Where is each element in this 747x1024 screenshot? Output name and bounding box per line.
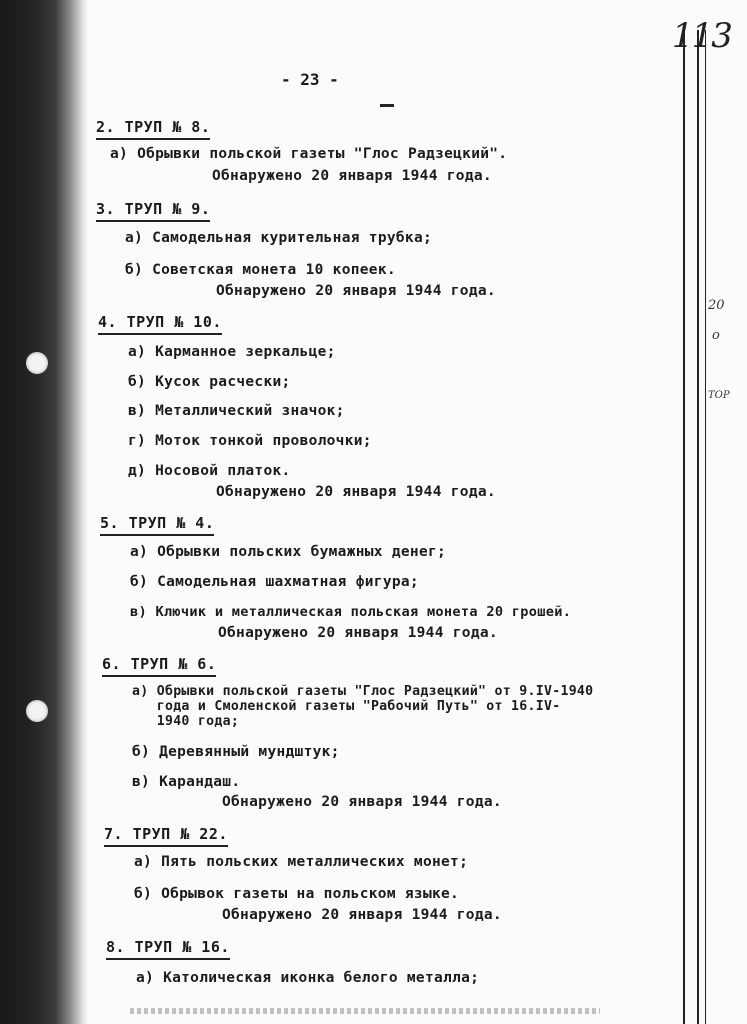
list-item: в) Ключик и металлическая польская монета 20 грошей. <box>130 604 572 620</box>
margin-note: ТОР <box>708 390 730 401</box>
dash-mark <box>380 104 394 107</box>
binding-line <box>705 30 706 1024</box>
handwritten-page-number: 113 <box>672 16 731 56</box>
found-date: Обнаружено 20 января 1944 года. <box>222 907 502 923</box>
list-item: б) Деревянный мундштук; <box>132 744 340 760</box>
found-date: Обнаружено 20 января 1944 года. <box>212 168 492 184</box>
list-item: б) Обрывок газеты на польском языке. <box>134 886 460 902</box>
found-date: Обнаружено 20 января 1944 года. <box>216 484 496 500</box>
list-item: б) Самодельная шахматная фигура; <box>130 574 419 590</box>
section-heading: 7. ТРУП № 22. <box>104 825 228 847</box>
found-date: Обнаружено 20 января 1944 года. <box>218 625 498 641</box>
list-item: а) Католическая иконка белого металла; <box>136 970 480 986</box>
section-heading: 3. ТРУП № 9. <box>96 200 210 222</box>
section-heading: 2. ТРУП № 8. <box>96 118 210 140</box>
punch-hole <box>26 352 48 374</box>
margin-note: 20 <box>708 298 725 313</box>
page-number: - 23 - <box>281 70 339 89</box>
binding-line <box>683 30 685 1024</box>
list-item: а) Пять польских металлических монет; <box>134 854 469 870</box>
list-item: б) Кусок расчески; <box>128 374 291 390</box>
list-item: а) Карманное зеркальце; <box>128 344 336 360</box>
section-heading: 8. ТРУП № 16. <box>106 938 230 960</box>
list-item: в) Металлический значок; <box>128 403 345 419</box>
section-heading: 5. ТРУП № 4. <box>100 514 214 536</box>
list-item: а) Обрывки польской газеты "Глос Радзецкий". <box>110 146 508 162</box>
list-item: а) Обрывки польской газеты "Глос Радзецкий" от 9.IV-1940 года и Смоленской газеты "Рабочий Путь" от 16.IV- 1940 года; <box>132 684 594 729</box>
list-item: в) Карандаш. <box>132 774 241 790</box>
list-item: г) Моток тонкой проволочки; <box>128 433 372 449</box>
scan-noise <box>130 1008 600 1014</box>
punch-hole <box>26 700 48 722</box>
scan-shadow <box>0 0 88 1024</box>
binding-line <box>697 30 699 1024</box>
found-date: Обнаружено 20 января 1944 года. <box>222 794 502 810</box>
found-date: Обнаружено 20 января 1944 года. <box>216 283 496 299</box>
section-heading: 4. ТРУП № 10. <box>98 313 222 335</box>
margin-note: о <box>712 328 720 343</box>
section-heading: 6. ТРУП № 6. <box>102 655 216 677</box>
list-item: а) Обрывки польских бумажных денег; <box>130 544 447 560</box>
list-item: б) Советская монета 10 копеек. <box>125 262 396 278</box>
list-item: а) Самодельная курительная трубка; <box>125 230 433 246</box>
list-item: д) Носовой платок. <box>128 463 291 479</box>
